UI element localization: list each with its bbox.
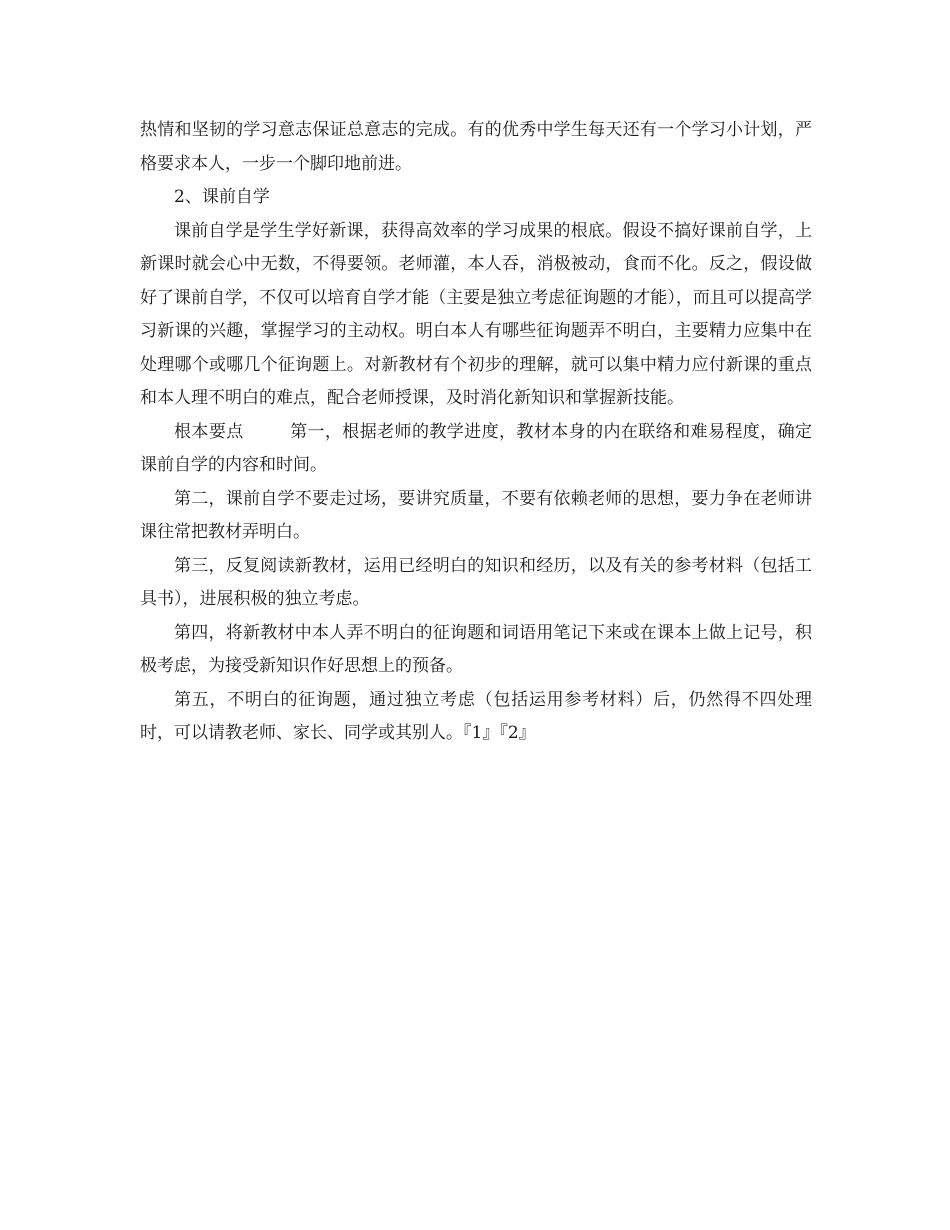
paragraph-intro: 课前自学是学生学好新课，获得高效率的学习成果的根底。假设不搞好课前自学，上新课时就会心中无数，不得要领。老师灌，本人吞，消极被动，食而不化。反之，假设做好了课前自学，不仅可以培育自学才能（主要是独立考虑征询题的才能），而且可以提高学习新课的兴趣，掌握学习的主动权。明白本人有哪些征询题弄不明白，主要精力应集中在处理哪个或哪几个征询题上。对新教材有个初步的理解，就可以集中精力应付新课的重点和本人理不明白的难点，配合老师授课，及时消化新知识和掌握新技能。 bbox=[140, 220, 812, 408]
key-point-second: 第二，课前自学不要走过场，要讲究质量，不要有依赖老师的思想，要力争在老师讲课往常把教材弄明白。 bbox=[140, 488, 812, 542]
document-body bbox=[140, 114, 812, 751]
key-point-fifth: 第五，不明白的征询题，通过独立考虑（包括运用参考材料）后，仍然得不四处理时，可以请教老师、家长、同学或其别人。『1』『2』 bbox=[140, 689, 812, 743]
key-point-first: 第一，根据老师的教学进度，教材本身的内在联络和难易程度，确定课前自学的内容和时间。 bbox=[140, 421, 813, 475]
paragraph-key-points bbox=[140, 416, 812, 483]
key-point-fourth: 第四，将新教材中本人弄不明白的征询题和词语用笔记下来或在课本上做上记号，积极考虑，为接受新知识作好思想上的预备。 bbox=[140, 622, 812, 676]
key-points-label: 根本要点 bbox=[174, 421, 244, 442]
paragraph-continuation: 热情和坚韧的学习意志保证总意志的完成。有的优秀中学生每天还有一个学习小计划，严格要求本人，一步一个脚印地前进。 bbox=[140, 120, 812, 174]
key-point-third: 第三，反复阅读新教材，运用已经明白的知识和经历，以及有关的参考材料（包括工具书），进展积极的独立考虑。 bbox=[140, 555, 812, 609]
section-heading: 2、课前自学 bbox=[174, 187, 270, 207]
